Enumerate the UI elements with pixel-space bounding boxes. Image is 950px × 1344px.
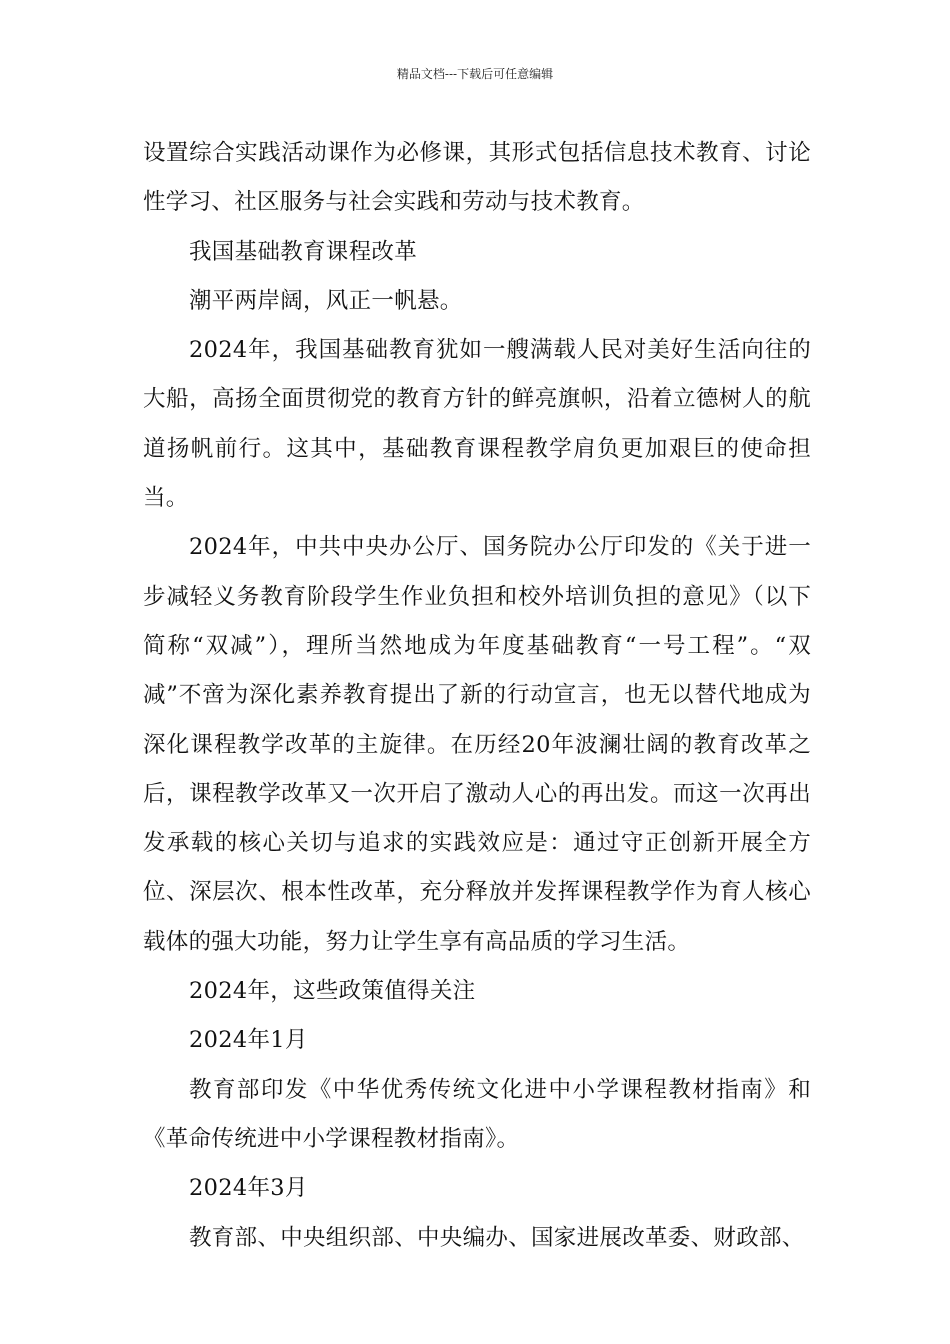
paragraph: 教育部、中央组织部、中央编办、国家进展改革委、财政部、 [189,1224,805,1251]
paragraph-quote: 潮平两岸阔，风正一帆悬。 [189,287,463,314]
paragraph: 教育部印发《中华优秀传统文化进中小学课程教材指南》和《革命传统进中小学课程教材指南》。 [143,1076,811,1152]
date-heading: 2024年1月 [189,1027,308,1054]
page-header: 精品文档---下载后可任意编辑 [396,67,554,81]
paragraph: 2024年，我国基础教育犹如一艘满载人民对美好生活向往的大船，高扬全面贯彻党的教育方针的鲜亮旗帜，沿着立德树人的航道扬帆前行。这其中，基础教育课程教学肩负更加艰巨的使命担当。 [143,337,811,512]
section-heading: 我国基础教育课程改革 [189,238,418,265]
date-heading: 2024年3月 [189,1175,308,1202]
subheading: 2024年，这些政策值得关注 [189,978,476,1005]
document-body [143,129,811,1263]
paragraph-continuation: 设置综合实践活动课作为必修课，其形式包括信息技术教育、讨论性学习、社区服务与社会实践和劳动与技术教育。 [143,140,811,216]
paragraph: 2024年，中共中央办公厅、国务院办公厅印发的《关于进一步减轻义务教育阶段学生作业负担和校外培训负担的意见》（以下简称“双减”），理所当然地成为年度基础教育“一号工程”。“双减”不啻为深化素养教育提出了新的行动宣言，也无以替代地成为深化课程教学改革的主旋律。在历经20年波澜壮阔的教育改革之后，课程教学改革又一次开启了激动人心的再出发。而这一次再出发承载的核心关切与追求的实践效应是：通过守正创新开展全方位、深层次、根本性改革，充分释放并发挥课程教学作为育人核心载体的强大功能，努力让学生享有高品质的学习生活。 [143,534,811,955]
